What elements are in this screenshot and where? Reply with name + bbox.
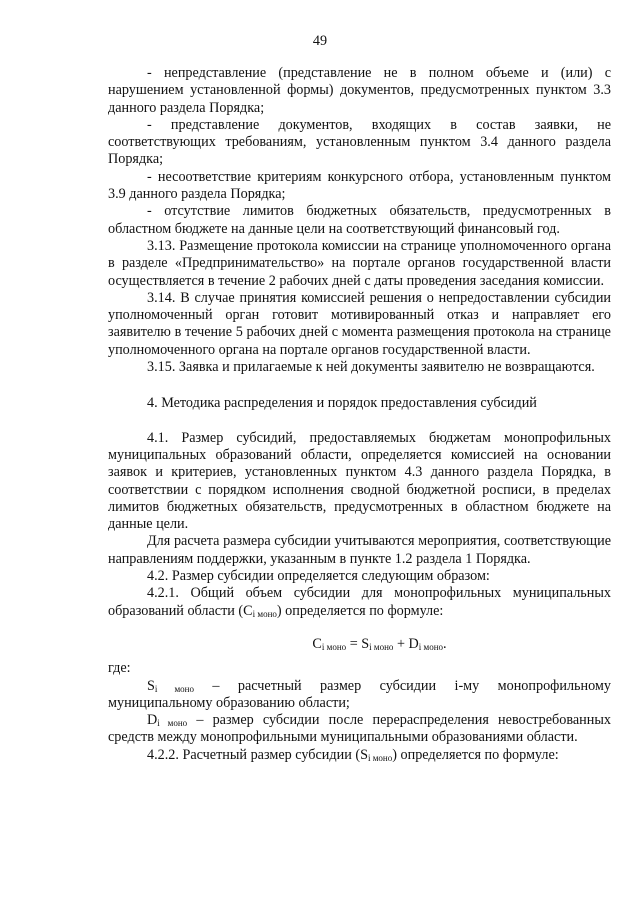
- paragraph-4-2-1-tail: ) определяется по формуле:: [276, 602, 444, 619]
- subscript: i моно: [252, 608, 277, 619]
- formula-sub: i моно: [418, 641, 444, 652]
- definition-s: [108, 678, 611, 713]
- paragraph-4-2: 4.2. Размер субсидии определяется следующим образом:: [147, 568, 490, 585]
- formula-sub: i моно: [321, 641, 347, 652]
- formula-eq: =: [346, 635, 362, 652]
- formula-sub: i моно: [369, 641, 394, 652]
- paragraph-3-15: 3.15. Заявка и прилагаемые к ней документы заявителю не возвращаются.: [147, 359, 595, 376]
- definition-symbol: D: [147, 712, 158, 729]
- paragraph-4-2-2-tail: ) определяется по формуле:: [392, 746, 559, 763]
- definition-text: – размер субсидии после перераспределения невостребованных средств между монопрофильными муниципальными образованиями области.: [108, 712, 611, 746]
- formula-plus: +: [393, 635, 409, 652]
- paragraph-3-14: 3.14. В случае принятия комиссией решения о непредоставлении субсидии уполномоченный орган готовит мотивированный отказ и направляет его заявителю в течение 5 рабочих дней с момента размещения протокола на странице уполномоченного органа на портале органов государственной власти.: [108, 289, 611, 358]
- list-item: - представление документов, входящих в состав заявки, не соответствующих требованиям, установленным пунктом 3.4 данного раздела Порядка;: [108, 116, 611, 168]
- paragraph-4-2-2: [108, 747, 611, 764]
- list-item: - отсутствие лимитов бюджетных обязательств, предусмотренных в областном бюджете на данные цели на соответствующий финансовый год.: [108, 203, 611, 237]
- paragraph-4-1: 4.1. Размер субсидий, предоставляемых бюджетам монопрофильных муниципальных образований области, определяется комиссией на основании заявок и критериев, установленных пунктом 4.3 данного раздела Порядка, в соответствии с порядком исполнения сводной бюджетной росписи, в пределах лимитов бюджетных обязательств, предусмотренных в областном бюджете на данные цели.: [108, 429, 611, 533]
- list-item: - несоответствие критериям конкурсного отбора, установленным пунктом 3.9 данного раздела Порядка;: [108, 168, 611, 203]
- formula-d: D: [408, 635, 419, 652]
- subscript: i моно: [367, 752, 393, 763]
- where-label: где:: [108, 660, 131, 677]
- paragraph-4-2-1: [108, 585, 611, 620]
- section-heading: 4. Методика распределения и порядок предоставления субсидий: [147, 395, 537, 412]
- formula: [108, 636, 611, 653]
- list-item: - непредставление (представление не в полном объеме и (или) с нарушением установленной формы) документов, предусмотренных пунктом 3.3 данного раздела Порядка;: [108, 65, 611, 116]
- paragraph-3-13: 3.13. Размещение протокола комиссии на странице уполномоченного органа в разделе «Предпринимательство» на портале органов государственной власти осуществляется в течение 2 рабочих дней с даты проведения заседания комиссии.: [108, 237, 611, 289]
- subscript: i моно: [154, 683, 194, 694]
- paragraph-4-2-2-text: 4.2.2. Расчетный размер субсидии (S: [147, 746, 368, 763]
- definition-d: [108, 712, 611, 747]
- formula-c: С: [312, 635, 322, 652]
- definition-symbol: S: [147, 677, 155, 694]
- formula-s: S: [361, 635, 370, 652]
- document-body: [108, 65, 611, 764]
- definition-text: – расчетный размер субсидии i-му монопрофильному муниципальному образованию области;: [108, 677, 611, 711]
- subscript: i моно: [157, 718, 188, 729]
- paragraph-4-2-1-text: 4.2.1. Общий объем субсидии для монопрофильных муниципальных образований области (С: [108, 585, 611, 619]
- paragraph-4-1-note: Для расчета размера субсидии учитываются мероприятия, соответствующие направлениям поддержки, указанным в пункте 1.2 раздела 1 Порядка.: [108, 533, 611, 567]
- page-number: 49: [312, 33, 328, 49]
- formula-end: .: [443, 635, 447, 652]
